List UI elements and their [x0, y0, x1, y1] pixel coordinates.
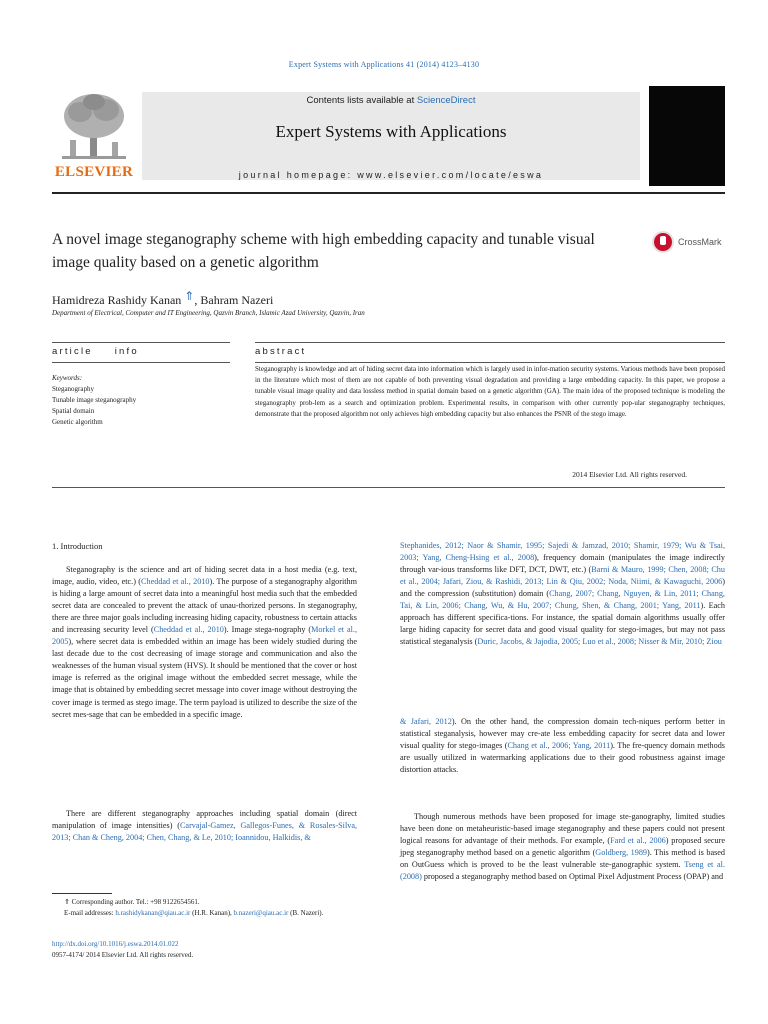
- heading-article: article: [52, 346, 93, 357]
- body-text: ). The fre-quency domain methods are usually utilized in watermarking applications due to their good robustness against image distortion attacks.: [400, 741, 725, 775]
- keywords-list: [52, 373, 222, 428]
- author-name: Hamidreza Rashidy Kanan: [52, 293, 182, 307]
- right-column-paragraph: [400, 811, 725, 883]
- body-text: ). The purpose of a steganography algorithm is hiding a large amount of secret data into a meaningful host media such that the embedded secret data are concealed to prevent the attack of unau-thorized persons. In steganography, there are three major goals including increasing hiding capacity, robustness to certain attacks and increasing security level (: [52, 577, 358, 635]
- citation-link[interactable]: Morkel et al., 2005: [52, 625, 357, 647]
- article-info-heading: [52, 346, 139, 357]
- email-link[interactable]: b.nazeri@qiau.ac.ir: [233, 908, 289, 917]
- abstract-heading: abstract: [255, 346, 307, 357]
- section-heading-introduction: 1. Introduction: [52, 541, 103, 551]
- heading-info: info: [114, 346, 139, 357]
- body-text: ). On the other hand, the compression domain tech-niques perform better in statistical steganalysis, however may cre-ate less embedding capacity for secret data and lower visual quality for stego-images (: [400, 717, 725, 751]
- journal-cover-thumbnail: [649, 86, 725, 186]
- body-text: Though numerous methods have been proposed for image ste-ganography, limited studies have been done on metaheuristic-based image steganography and these papers could not present logical reasons for advantage of their methods. For example, (: [400, 812, 725, 846]
- body-text: Steganography is the science and art of hiding secret data in a host media (e.g. text, image, audio, video, etc.) (: [52, 565, 357, 587]
- keyword: Genetic algorithm: [52, 418, 103, 426]
- paper-title: A novel image steganography scheme with high embedding capacity and tunable visual image quality based on a genetic algorithm: [52, 231, 595, 271]
- issn-copyright: 0957-4174/ 2014 Elsevier Ltd. All rights reserved.: [52, 951, 194, 959]
- citation-link[interactable]: & Jafari, 2012: [400, 717, 452, 726]
- article-info-rule: [52, 362, 230, 363]
- crossmark-icon: [652, 231, 674, 253]
- citation-link[interactable]: Duric, Jacobs, & Jajodia, 2005; Luo et al., 2008; Nisser & Mir, 2010; Ziou: [477, 637, 722, 647]
- abstract-rule: [255, 342, 725, 343]
- corresponding-author-note: ⇑ Corresponding author. Tel.: +98 9122654561.: [64, 898, 200, 906]
- body-text: ), where secret data is embedded within an image has been widely studied during the last decade due to the cost decreasing of image storage and communication and also the weaknesses of the human visual system (HVS). It should be mentioned that the cover or host image is referred as the original image without the embedded secret message, while the image that is obtained by embedding secret message into cover image without destroying the cover image is termed as stego image. The term payload is utilized to describe the size of the secret mes-sage that can be embedded in a specific image.: [52, 637, 357, 719]
- tree-icon: [56, 90, 132, 162]
- citation-link[interactable]: Chang et al., 2006; Yang, 2011: [507, 741, 611, 751]
- keyword: Tunable image steganography: [52, 396, 137, 404]
- citation-link[interactable]: Stephanides, 2012; Naor & Shamir, 1995; Sajedi & Jamzad, 2010; Shamir, 1979; Wu & Tsai, 2003; Yang, Cheng-Hsing et al., 2008: [400, 541, 725, 563]
- abstract-rule: [255, 362, 725, 363]
- keyword: Steganography: [52, 385, 94, 393]
- crossmark-badge[interactable]: [652, 231, 732, 259]
- citation-link[interactable]: Fard et al., 2006: [610, 836, 666, 846]
- corresponding-author-mark[interactable]: ⇑: [184, 289, 195, 303]
- elsevier-logo: [52, 86, 136, 184]
- citation-link[interactable]: Tseng et al. (2008): [400, 860, 725, 882]
- footnotes: [52, 897, 357, 918]
- email-label: E-mail addresses:: [64, 908, 116, 917]
- contents-prefix: Contents lists available at: [306, 95, 417, 106]
- citation-link[interactable]: Carvajal-Gamez, Gallegos-Funes, & Rosales-Silva, 2013; Chan & Cheng, 2004; Chen, Chang, & Le, 2010; Ioannidou, Halkidis, &: [52, 821, 357, 843]
- author-affiliation: Department of Electrical, Computer and IT Engineering, Qazvin Branch, Islamic Azad University, Qazvin, Iran: [52, 309, 365, 317]
- author-name: Bahram Nazeri: [200, 293, 274, 307]
- email-link[interactable]: h.rashidykanan@qiau.ac.ir: [115, 908, 191, 917]
- journal-banner: [142, 92, 640, 180]
- author-list: [52, 289, 273, 308]
- journal-homepage[interactable]: journal homepage: www.elsevier.com/locate/eswa: [238, 170, 544, 180]
- body-text: ). Each approach has different specifica-tions. For instance, the spatial domain algorithms usually offer large hiding capacity for secret data and good visual quality for stego-images, but may not pass statistical steganalysis (: [400, 601, 725, 647]
- keywords-label: Keywords:: [52, 374, 83, 382]
- journal-reference[interactable]: Expert Systems with Applications 41 (2014) 4123–4130: [288, 60, 480, 69]
- article-info-rule: [52, 342, 230, 343]
- right-column-paragraph: [400, 540, 725, 648]
- abstract-text: Steganography is knowledge and art of hiding secret data into information which is largely used in infor-mation security systems. Various methods have been proposed in the literature which most of them are not capable of both preventing visual degradation and providing a large embedding capacity. In this paper, we propose a tunable visual image quality and data lossless method in spatial domain based on a genetic algorithm (GA). The main idea of the proposed technique is modeling the steganography prob-lem as a search and optimization problem. Experimental results, in comparison with other currently pop-ular steganography techniques, demonstrate that the proposed algorithm not only achieves high embedding capacity but also enhances the PSNR of the stego image.: [255, 365, 725, 418]
- author-separator: ,: [194, 293, 201, 307]
- email-owner: (H.R. Kanan),: [190, 908, 234, 917]
- body-text: proposed a steganography method based on Optimal Pixel Adjustment Process (OPAP) and: [421, 872, 724, 882]
- journal-title: Expert Systems with Applications: [275, 122, 507, 141]
- sciencedirect-link[interactable]: ScienceDirect: [416, 95, 476, 106]
- citation-link[interactable]: Goldberg, 1989: [595, 848, 648, 858]
- left-column-paragraph: [52, 808, 357, 844]
- crossmark-label: CrossMark: [678, 237, 722, 247]
- header-divider: [52, 192, 725, 194]
- journal-header: [52, 86, 725, 186]
- right-column-paragraph: [400, 716, 725, 776]
- body-text: ). Image stega-nography (: [223, 625, 312, 635]
- body-text: ), frequency domain (manipulates the image indirectly through var-ious transforms like DFT, DCT, DWT, etc.) (: [400, 553, 725, 575]
- abstract-copyright: 2014 Elsevier Ltd. All rights reserved.: [572, 470, 687, 479]
- left-column-paragraph: [52, 564, 357, 721]
- citation-link[interactable]: Barni & Mauro, 1999; Chen, 2008; Chu et al., 2004; Jafari, Ziou, & Rashidi, 2013; Lin & Qiu, 2002; Noda, Niimi, & Kawaguchi, 2006: [400, 565, 725, 587]
- keyword: Spatial domain: [52, 407, 95, 415]
- citation-link[interactable]: Chang, 2007; Chang, Nguyen, & Lin, 2011; Chang, Tai, & Lin, 2006; Chang, Wu, & Hu, 2007; Chung, Shen, & Chang, 2001; Yang, 2011: [400, 589, 725, 611]
- email-note: [52, 908, 357, 919]
- footnote-divider: [52, 893, 112, 894]
- body-text: ) and the compression (substitution) domain (: [400, 577, 725, 599]
- email-owner: (B. Nazeri).: [288, 908, 324, 917]
- elsevier-wordmark: ELSEVIER: [54, 164, 134, 180]
- doi-link[interactable]: http://dx.doi.org/10.1016/j.eswa.2014.01.022: [52, 940, 179, 948]
- body-text: ) proposed secure jpeg steganography method based on a genetic algorithm (: [400, 836, 726, 858]
- abstract-divider: [52, 487, 725, 488]
- citation-link[interactable]: Cheddad et al., 2010: [141, 577, 210, 587]
- body-text: There are different steganography approaches including spatial domain (direct manipulation of image intensities) (: [52, 809, 357, 831]
- body-text: ). This method is based on OutGuess which is proved to be the least vulnerable ste-ganographic system.: [400, 848, 725, 870]
- citation-link[interactable]: Cheddad et al., 2010: [153, 625, 224, 635]
- contents-line: [142, 95, 640, 106]
